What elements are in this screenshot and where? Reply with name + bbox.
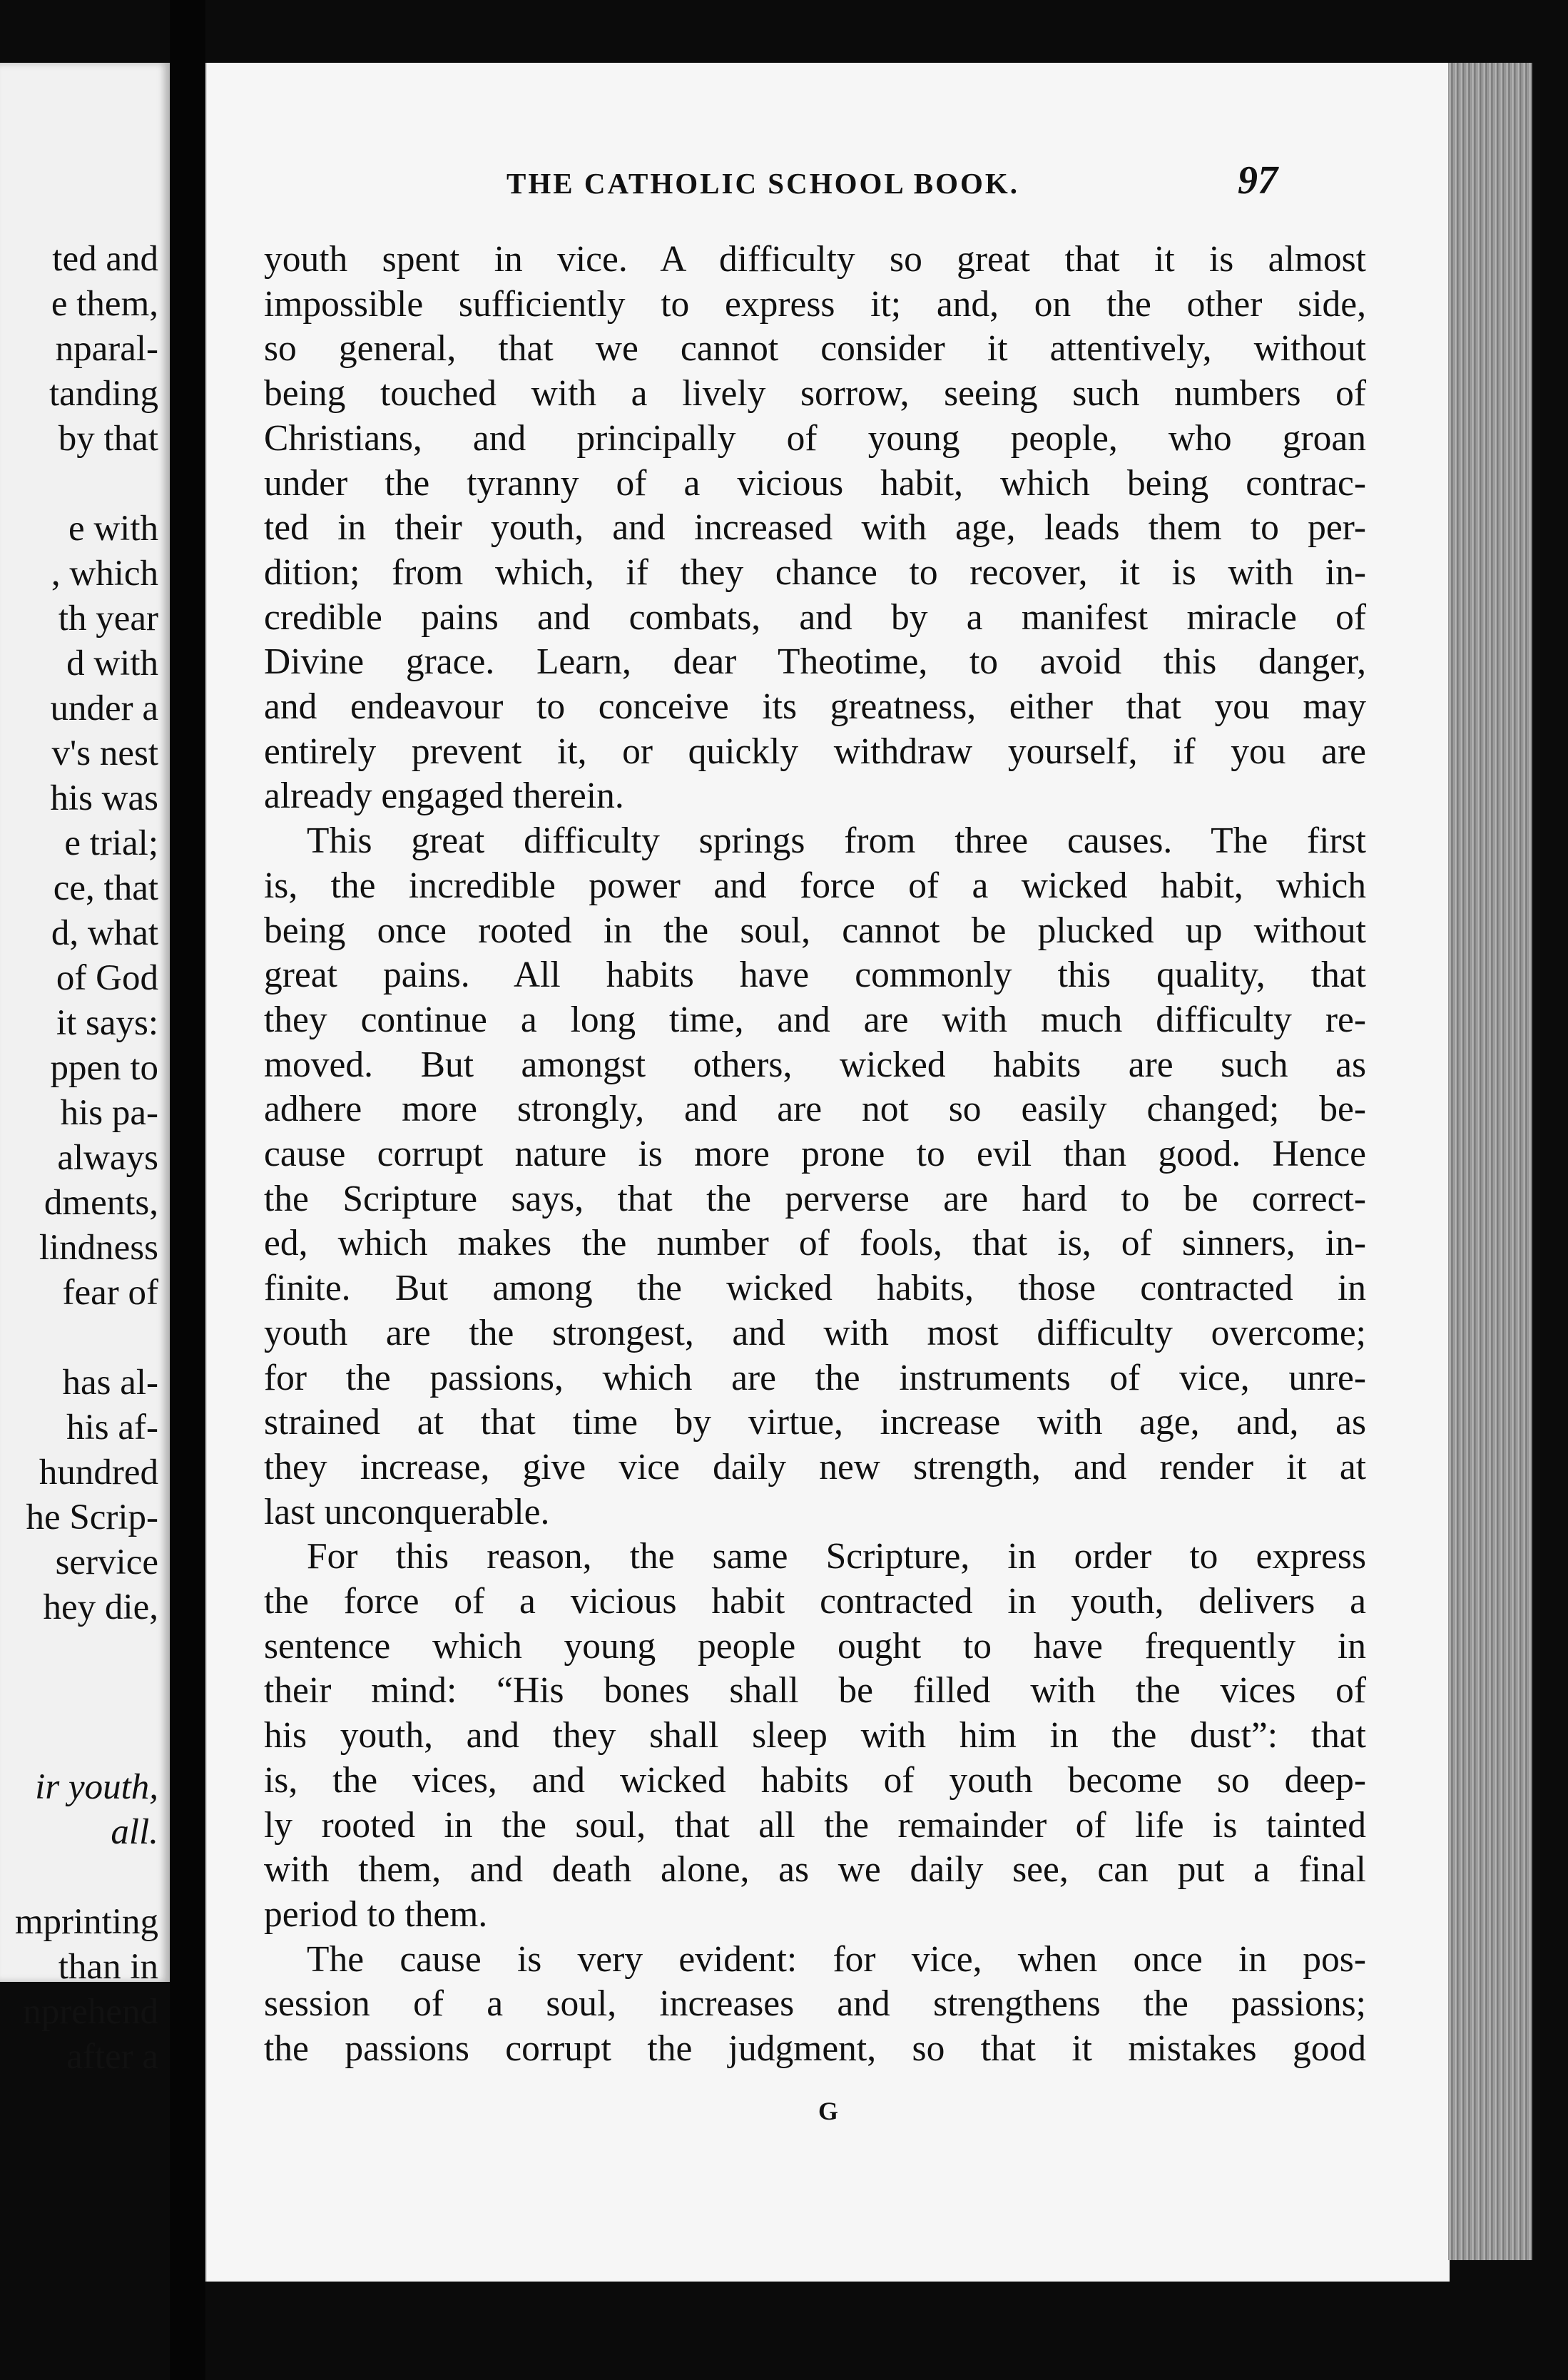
left-page-line: of God <box>56 958 158 998</box>
left-page-line: lindness <box>39 1228 158 1268</box>
left-page-line: dments, <box>44 1183 158 1223</box>
left-page-line: fear of <box>62 1273 158 1313</box>
text-line: the Scripture says, that the perverse are hard to be correct- <box>264 1179 1366 1219</box>
text-line: for the passions, which are the instruments of vice, unre- <box>264 1358 1366 1398</box>
left-page-line: he Scrip- <box>26 1497 158 1537</box>
text-line: the force of a vicious habit contracted in youth, delivers a <box>264 1581 1366 1622</box>
left-page-line: hundred <box>39 1453 158 1492</box>
text-line: adhere more strongly, and are not so easily changed; be- <box>264 1089 1366 1129</box>
left-page-line: d with <box>66 644 158 683</box>
left-page-line: all. <box>111 1812 158 1852</box>
left-page-line: his pa- <box>60 1093 158 1133</box>
text-line: so general, that we cannot consider it attentively, without <box>264 328 1366 369</box>
left-page-line: always <box>57 1138 158 1178</box>
left-page-line: th year <box>58 599 158 639</box>
text-line: their mind: “His bones shall be filled with the vices of <box>264 1670 1366 1711</box>
text-line: his youth, and they shall sleep with him in the dust”: that <box>264 1715 1366 1756</box>
left-page-line: by that <box>58 419 158 459</box>
running-title: THE CATHOLIC SCHOOL BOOK. <box>506 167 1019 200</box>
left-page-line: hey die, <box>43 1587 158 1627</box>
left-page-line: his was <box>50 778 158 818</box>
text-line: they increase, give vice daily new strength, and render it at <box>264 1447 1366 1488</box>
text-line: is, the vices, and wicked habits of youth become so deep- <box>264 1760 1366 1801</box>
text-line: and endeavour to conceive its greatness, either that you may <box>264 686 1366 727</box>
text-line: they continue a long time, and are with much difficulty re- <box>264 1000 1366 1040</box>
signature-mark: G <box>818 2097 838 2125</box>
text-line: the passions corrupt the judgment, so that it mistakes good <box>264 2028 1366 2069</box>
left-page-line: ir youth, <box>35 1767 158 1807</box>
left-page-line: after a <box>66 2037 158 2077</box>
text-line: The cause is very evident: for vice, when once in pos- <box>307 1939 1366 1980</box>
text-line: For this reason, the same Scripture, in order to express <box>307 1536 1366 1577</box>
left-page-line: e trial; <box>64 823 158 863</box>
left-page-line: , which <box>51 554 158 594</box>
left-page-line: ppen to <box>50 1048 158 1088</box>
left-page-line: under a <box>50 688 158 728</box>
text-line: Christians, and principally of young people, who groan <box>264 418 1366 459</box>
text-line: being once rooted in the soul, cannot be plucked up without <box>264 910 1366 951</box>
left-page-line: e with <box>68 509 158 549</box>
text-line: youth are the strongest, and with most difficulty overcome; <box>264 1313 1366 1353</box>
text-line: strained at that time by virtue, increase with age, and, as <box>264 1402 1366 1443</box>
text-line: last unconquerable. <box>264 1492 550 1532</box>
text-line: ed, which makes the number of fools, that is, of sinners, in- <box>264 1223 1366 1263</box>
book-gutter <box>170 0 205 2380</box>
text-line: sentence which young people ought to have frequently in <box>264 1626 1366 1667</box>
text-line: ted in their youth, and increased with age, leads them to per- <box>264 507 1366 548</box>
text-line: period to them. <box>264 1894 488 1935</box>
text-line: great pains. All habits have commonly this quality, that <box>264 955 1366 995</box>
text-line: Divine grace. Learn, dear Theotime, to avoid this danger, <box>264 641 1366 682</box>
book-page <box>205 63 1450 2282</box>
text-line: being touched with a lively sorrow, seeing such numbers of <box>264 373 1366 414</box>
left-page-line: ted and <box>52 239 158 279</box>
text-line: is, the incredible power and force of a wicked habit, which <box>264 865 1366 906</box>
text-line: impossible sufficiently to express it; and, on the other side, <box>264 284 1366 325</box>
text-line: under the tyranny of a vicious habit, which being contrac- <box>264 463 1366 504</box>
text-line: already engaged therein. <box>264 775 624 816</box>
text-line: ly rooted in the soul, that all the remainder of life is tainted <box>264 1805 1366 1846</box>
left-page-line: nprehend <box>23 1992 158 2032</box>
text-line: with them, and death alone, as we daily see, can put a final <box>264 1849 1366 1890</box>
text-line: session of a soul, increases and strengthens the passions; <box>264 1983 1366 2024</box>
left-page-line: it says: <box>56 1003 158 1043</box>
left-page-line: ce, that <box>53 868 158 908</box>
text-line: cause corrupt nature is more prone to evil than good. Hence <box>264 1134 1366 1174</box>
page-header <box>207 158 1450 209</box>
left-page-line: mprinting <box>14 1902 158 1942</box>
text-line: youth spent in vice. A difficulty so great that it is almost <box>264 239 1366 280</box>
page-number: 97 <box>1238 158 1278 203</box>
text-line: entirely prevent it, or quickly withdraw yourself, if you are <box>264 731 1366 772</box>
left-page-line: tanding <box>49 374 158 414</box>
left-page-line: has al- <box>62 1363 158 1403</box>
page-edges <box>1448 63 1532 2260</box>
left-page-line: than in <box>58 1947 158 1987</box>
left-page-line: d, what <box>51 913 158 953</box>
left-page-line: service <box>55 1542 158 1582</box>
text-line: This great difficulty springs from three causes. The first <box>307 820 1366 861</box>
text-line: dition; from which, if they chance to recover, it is with in- <box>264 552 1366 593</box>
left-page-line: nparal- <box>55 329 158 369</box>
left-page-line: e them, <box>51 284 158 324</box>
text-line: credible pains and combats, and by a manifest miracle of <box>264 597 1366 638</box>
text-line: moved. But amongst others, wicked habits are such as <box>264 1044 1366 1085</box>
left-page-line: v's nest <box>51 733 158 773</box>
left-page-line: his af- <box>66 1408 158 1448</box>
previous-page-fragment <box>0 63 170 2077</box>
text-line: finite. But among the wicked habits, those contracted in <box>264 1268 1366 1308</box>
